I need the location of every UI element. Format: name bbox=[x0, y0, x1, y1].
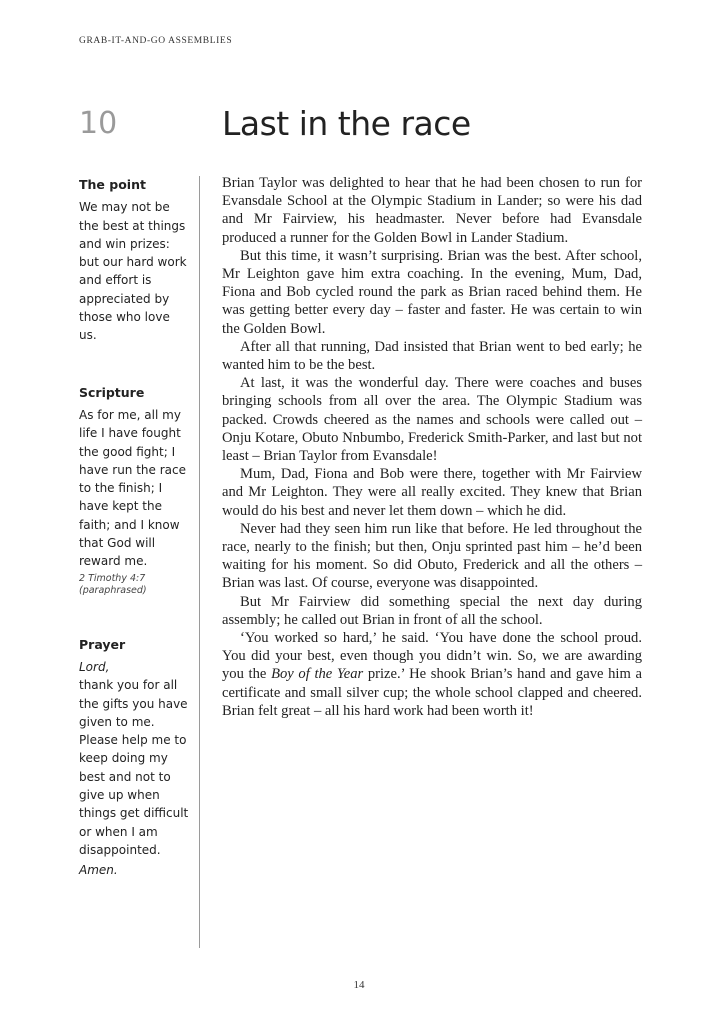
story-paragraph: Never had they seen him run like that before. He led throughout the race, nearly to the finish; but then, Onju sprinted past him – he’d been waiting for his moment. So did Obuto, Frederick and all the others – Brian was last. Of course, everyone was disappointed. bbox=[222, 520, 642, 592]
scripture-section bbox=[79, 384, 191, 597]
scripture-text: As for me, all my life I have fought the good fight; I have run the race to the finish; I have kept the faith; and I know that God will reward me. bbox=[79, 407, 186, 569]
story-paragraph: Mum, Dad, Fiona and Bob were there, together with Mr Fairview and Mr Leighton. They were all really excited. They knew that Brian would do his best and never let them down – which he did. bbox=[222, 466, 642, 519]
prayer-closing: Amen. bbox=[79, 863, 118, 878]
prayer-opening: Lord, bbox=[79, 659, 110, 674]
prayer-text: thank you for all the gifts you have given to me. Please help me to keep doing my best and not to give up when things get difficult or when I am disappointed. bbox=[79, 678, 189, 857]
chapter-title: Last in the race bbox=[222, 104, 471, 143]
story-paragraph: After all that running, Dad insisted that Brian went to bed early; he wanted him to be the best. bbox=[222, 338, 642, 374]
story-body bbox=[222, 174, 642, 720]
chapter-number: 10 bbox=[79, 106, 118, 141]
story-paragraph: Brian Taylor was delighted to hear that he had been chosen to run for Evansdale School at the Olympic Stadium in Lander; so were his dad and Mr Fairview, his headmaster. Never before had Evansdale produced a runner for the Golden Bowl in Lander Stadium. bbox=[222, 175, 642, 246]
scripture-reference: 2 Timothy 4:7 bbox=[79, 572, 146, 584]
story-paragraph: But Mr Fairview did something special the next day during assembly; he called out Brian in front of all the school. bbox=[222, 593, 642, 628]
prayer-heading: Prayer bbox=[79, 636, 126, 652]
story-paragraph-last bbox=[222, 629, 642, 720]
story-paragraph: At last, it was the wonderful day. There were coaches and buses bringing schools from all over the area. The Olympic Stadium was packed. Crowds cheered as the names and schools were called out – Onju Kotare, Obuto Nnbumbo, Frederick Smith-Parker, and last but not least – Brian Taylor from Evansdale! bbox=[222, 375, 642, 465]
scripture-heading: Scripture bbox=[79, 384, 145, 400]
page-number: 14 bbox=[353, 979, 365, 991]
point-section bbox=[79, 176, 191, 345]
scripture-note: (paraphrased) bbox=[79, 584, 147, 596]
story-text: prize.’ He shook Brian’s hand and gave him a certificate and small silver cup; the whole school clapped and cheered. Brian felt great – all his hard work had been worth it! bbox=[222, 666, 642, 719]
point-heading: The point bbox=[79, 177, 146, 192]
sidebar bbox=[79, 176, 191, 919]
story-text: ‘You worked so hard,’ he said. ‘You have done the school proud. You did your best, even though you didn’t win. So, we are awarding you the bbox=[222, 630, 642, 683]
point-text: We may not be the best at things and win prizes: but our hard work and effort is appreciated by those who love us. bbox=[79, 200, 187, 343]
running-header: GRAB-IT-AND-GO ASSEMBLIES bbox=[79, 36, 233, 46]
story-paragraph: But this time, it wasn’t surprising. Brian was the best. After school, Mr Leighton gave him extra coaching. In the evening, Mum, Dad, Fiona and Bob cycled round the park as Brian raced behind them. He was getting better every day – faster and faster. He was certain to win the Golden Bowl. bbox=[222, 247, 642, 337]
prize-name: Boy of the Year bbox=[271, 666, 364, 683]
column-divider bbox=[199, 176, 200, 948]
prayer-section bbox=[79, 636, 191, 880]
